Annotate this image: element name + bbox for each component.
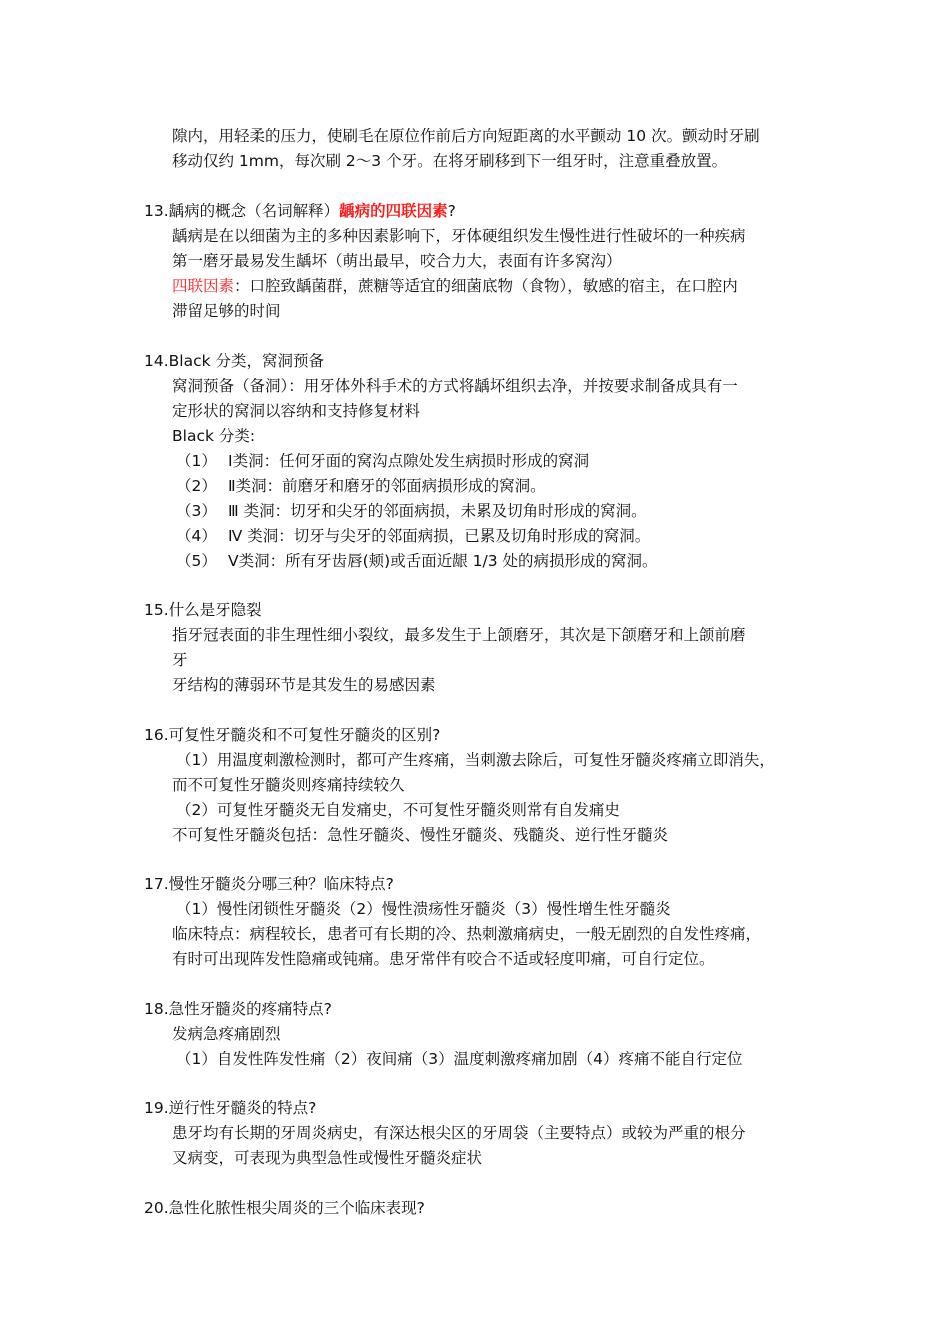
continued-line-1: 隙内，用轻柔的压力，使刷毛在原位作前后方向短距离的水平颤动 10 次。颤动时牙刷 bbox=[172, 127, 760, 145]
list-number: （5） bbox=[176, 552, 217, 570]
question-18-line-1: 发病急疼痛剧烈 bbox=[172, 1025, 281, 1043]
question-16-title: 16.可复性牙髓炎和不可复性牙髓炎的区别? bbox=[144, 726, 441, 744]
question-14-line-1: 窝洞预备（备洞）：用牙体外科手术的方式将龋坏组织去净，并按要求制备成具有一 bbox=[172, 377, 738, 395]
list-number: （4） bbox=[176, 527, 217, 545]
question-17-line-2: 临床特点：病程较长，患者可有长期的冷、热刺激痛病史，一般无剧烈的自发性疼痛， bbox=[172, 925, 762, 943]
four-factors-label: 四联因素 bbox=[172, 277, 235, 295]
list-text: Ⅳ 类洞：切牙与尖牙的邻面病损，已累及切角时形成的窝洞。 bbox=[228, 527, 651, 545]
continued-line-2: 移动仅约 1mm，每次刷 2～3 个牙。在将牙刷移到下一组牙时，注意重叠放置。 bbox=[172, 152, 728, 170]
question-13-line-1: 龋病是在以细菌为主的多种因素影响下，牙体硬组织发生慢性进行性破坏的一种疾病 bbox=[172, 227, 746, 245]
black-class-item bbox=[176, 451, 589, 471]
question-16-line-4: 不可复性牙髓炎包括：急性牙髓炎、慢性牙髓炎、残髓炎、逆行性牙髓炎 bbox=[172, 826, 669, 844]
question-19-title: 19.逆行性牙髓炎的特点? bbox=[144, 1099, 317, 1117]
black-class-item bbox=[176, 551, 658, 571]
list-number: （2） bbox=[176, 477, 217, 495]
question-13-line-4: 滞留足够的时间 bbox=[172, 302, 281, 320]
black-class-item bbox=[176, 476, 546, 496]
question-16-line-2: 而不可复性牙髓炎则疼痛持续较久 bbox=[172, 776, 405, 794]
question-19-line-2: 叉病变，可表现为典型急性或慢性牙髓炎症状 bbox=[172, 1149, 483, 1167]
question-13-title bbox=[144, 201, 456, 221]
list-number: （3） bbox=[176, 502, 217, 520]
black-class-item bbox=[176, 526, 650, 546]
question-13-line-2: 第一磨牙最易发生龋坏（萌出最早，咬合力大，表面有许多窝沟） bbox=[172, 252, 622, 270]
question-13-highlight: 龋病的四联因素 bbox=[339, 202, 448, 220]
question-14-line-2: 定形状的窝洞以容纳和支持修复材料 bbox=[172, 402, 421, 420]
question-13-mark: ? bbox=[447, 202, 456, 220]
list-text: Ⅱ类洞：前磨牙和磨牙的邻面病损形成的窝洞。 bbox=[228, 477, 546, 495]
list-text: Ⅲ 类洞：切牙和尖牙的邻面病损，未累及切角时形成的窝洞。 bbox=[228, 502, 647, 520]
question-15-line-1: 指牙冠表面的非生理性细小裂纹，最多发生于上颌磨牙，其次是下颌磨牙和上颌前磨 bbox=[172, 626, 746, 644]
question-17-title: 17.慢性牙髓炎分哪三种？临床特点? bbox=[144, 875, 394, 893]
question-16-line-3: （2）可复性牙髓炎无自发痛史，不可复性牙髓炎则常有自发痛史 bbox=[176, 801, 620, 819]
four-factors-text: ：口腔致龋菌群，蔗糖等适宜的细菌底物（食物），敏感的宿主，在口腔内 bbox=[234, 277, 738, 295]
question-14-title: 14.Black 分类，窝洞预备 bbox=[144, 352, 325, 370]
list-text: Ⅰ类洞：任何牙面的窝沟点隙处发生病损时形成的窝洞 bbox=[228, 452, 590, 470]
question-17-line-1: （1）慢性闭锁性牙髓炎（2）慢性溃疡性牙髓炎（3）慢性增生性牙髓炎 bbox=[176, 900, 671, 918]
list-text: Ⅴ类洞：所有牙齿唇(颊)或舌面近龈 1/3 处的病损形成的窝洞。 bbox=[228, 552, 658, 570]
question-18-line-2: （1）自发性阵发性痛（2）夜间痛（3）温度刺激疼痛加剧（4）疼痛不能自行定位 bbox=[176, 1050, 743, 1068]
question-13-title-text: 13.龋病的概念（名词解释） bbox=[144, 202, 340, 220]
question-15-line-3: 牙结构的薄弱环节是其发生的易感因素 bbox=[172, 676, 436, 694]
black-class-item bbox=[176, 501, 647, 521]
question-14-line-3: Black 分类: bbox=[172, 427, 256, 445]
question-20-title: 20.急性化脓性根尖周炎的三个临床表现? bbox=[144, 1199, 425, 1217]
question-13-line-3 bbox=[172, 276, 738, 296]
list-number: （1） bbox=[176, 452, 217, 470]
question-15-line-2: 牙 bbox=[172, 651, 188, 669]
question-19-line-1: 患牙均有长期的牙周炎病史，有深达根尖区的牙周袋（主要特点）或较为严重的根分 bbox=[172, 1124, 746, 1142]
question-17-line-3: 有时可出现阵发性隐痛或钝痛。患牙常伴有咬合不适或轻度叩痛，可自行定位。 bbox=[172, 950, 715, 968]
question-16-line-1: （1）用温度刺激检测时，都可产生疼痛，当刺激去除后，可复性牙髓炎疼痛立即消失， bbox=[176, 751, 775, 769]
question-18-title: 18.急性牙髓炎的疼痛特点? bbox=[144, 1000, 332, 1018]
question-15-title: 15.什么是牙隐裂 bbox=[144, 601, 262, 619]
